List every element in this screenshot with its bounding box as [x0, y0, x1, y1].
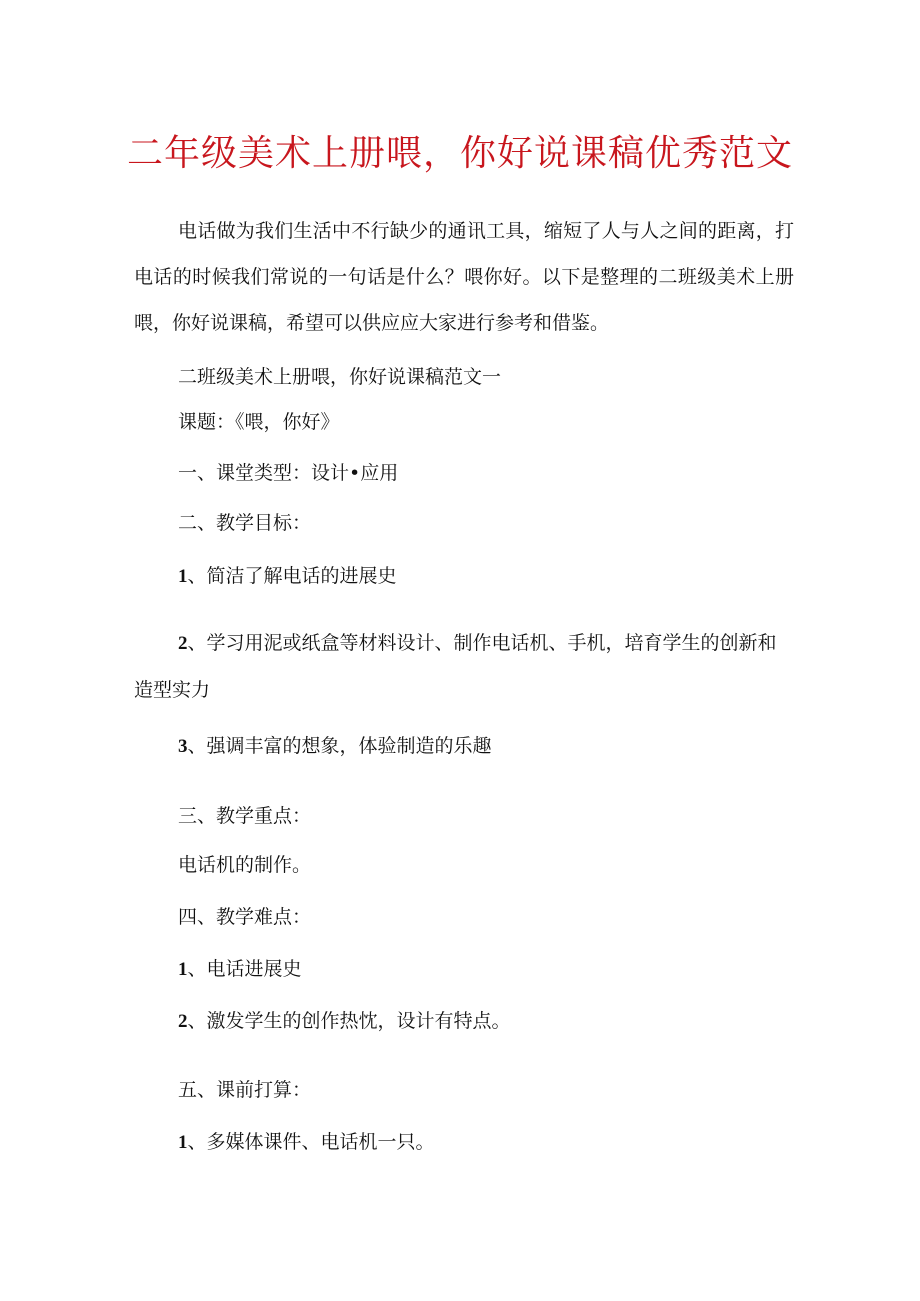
goal-item-1	[178, 561, 397, 592]
goal-item-3	[178, 731, 492, 762]
lesson-type: 一、课堂类型：设计•应用	[178, 462, 399, 484]
preparation-item-1-text: 、多媒体课件、电话机一只。	[187, 1131, 435, 1153]
difficulty-item-1	[178, 954, 302, 985]
difficulty-item-1-text: 、电话进展史	[187, 958, 302, 980]
goal-item-1-number: 1	[178, 566, 188, 587]
goals-heading: 二、教学目标：	[178, 512, 312, 534]
difficulty-item-2-text: 、激发学生的创作热忱，设计有特点。	[187, 1010, 511, 1032]
key-points-heading: 三、教学重点：	[178, 805, 312, 827]
document-title: 二年级美术上册喂，你好说课稿优秀范文	[126, 133, 793, 174]
goal-item-3-text: 、强调丰富的想象，体验制造的乐趣	[187, 735, 492, 757]
goal-item-1-text: 、简洁了解电话的进展史	[187, 565, 397, 587]
preparation-item-1-number: 1	[178, 1132, 188, 1153]
difficulty-item-2-number: 2	[178, 1011, 188, 1032]
goal-item-2-number: 2	[178, 633, 188, 654]
preparation-heading: 五、课前打算：	[178, 1079, 312, 1101]
key-points-text: 电话机的制作。	[178, 854, 312, 876]
difficulty-item-2	[178, 1006, 511, 1037]
section-heading: 二班级美术上册喂，你好说课稿范文一	[178, 366, 502, 388]
goal-item-3-number: 3	[178, 736, 188, 757]
lesson-topic: 课题：《喂，你好》	[178, 411, 340, 433]
preparation-item-1	[178, 1127, 435, 1158]
difficulties-heading: 四、教学难点：	[178, 906, 312, 928]
intro-paragraph: 电话做为我们生活中不行缺少的通讯工具，缩短了人与人之间的距离，打电话的时候我们常说的一句话是什么？喂你好。以下是整理的二班级美术上册喂，你好说课稿，希望可以供应应大家进行参考和借鉴。	[134, 220, 794, 334]
goal-item-2	[134, 620, 794, 713]
goal-item-2-text: 、学习用泥或纸盒等材料设计、制作电话机、手机，培育学生的创新和造型实力	[134, 632, 777, 701]
difficulty-item-1-number: 1	[178, 959, 188, 980]
